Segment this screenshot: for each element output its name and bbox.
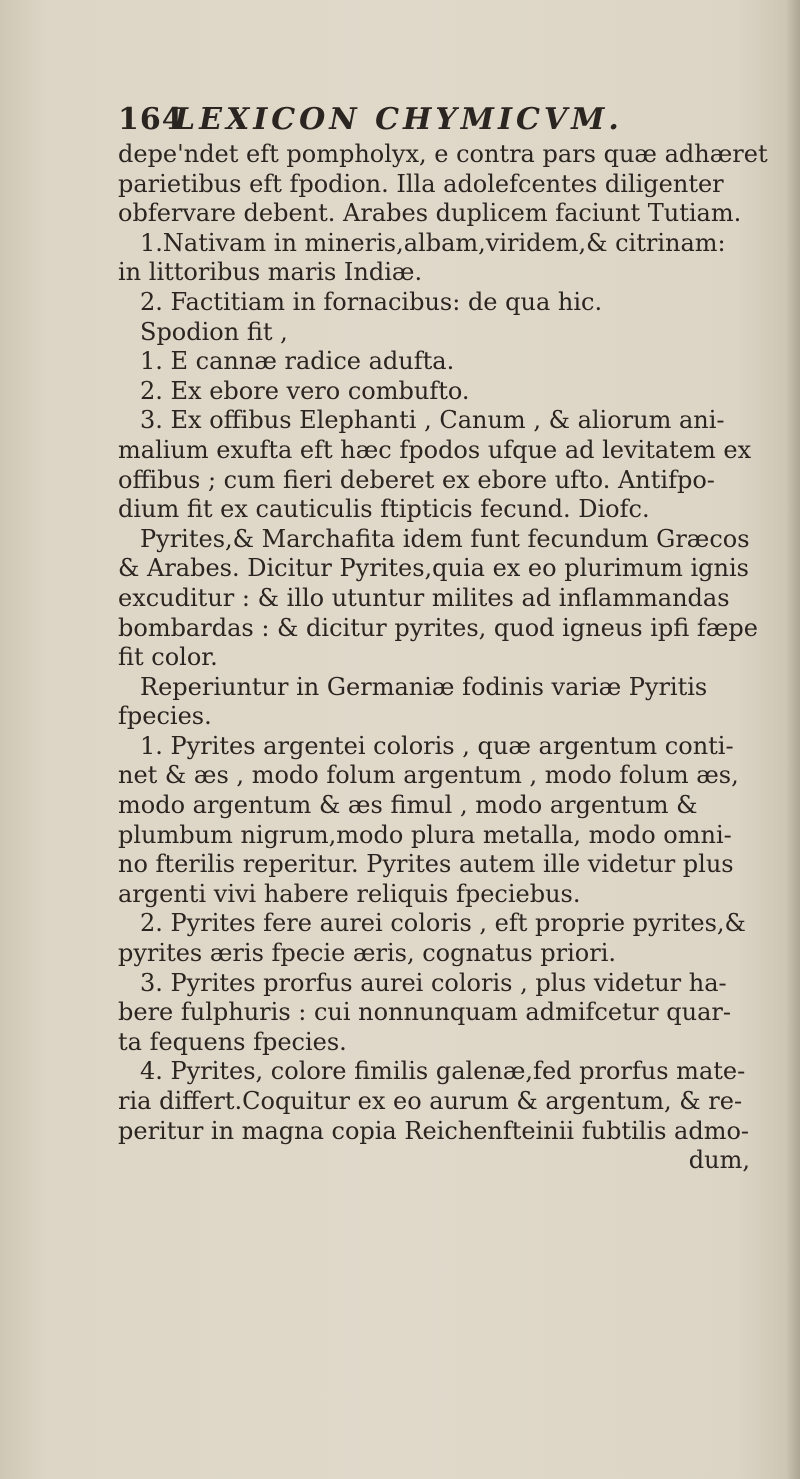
text-line: Pyrites,& Marchafita idem funt fecundum Græcos	[140, 524, 750, 553]
text-line: malium exufta eft hæc fpodos ufque ad levitatem ex	[118, 435, 752, 464]
text-line: 2. Factitiam in fornacibus: de qua hic.	[140, 287, 603, 316]
text-line: in littoribus maris Indiæ.	[118, 258, 423, 287]
page-number: 164	[118, 102, 184, 137]
running-head: LEXICON CHYMICVM.	[174, 102, 623, 137]
text-line: 4. Pyrites, colore fimilis galenæ,fed prorfus mate-	[140, 1057, 746, 1086]
text-line: modo argentum & æs fimul , modo argentum &	[118, 791, 698, 820]
text-line: 1. E cannæ radice adufta.	[140, 347, 455, 376]
text-line: no fterilis reperitur. Pyrites autem ille videtur plus	[118, 850, 734, 879]
text-line: excuditur : & illo utuntur milites ad inflammandas	[118, 583, 730, 612]
text-line: argenti vivi habere reliquis fpeciebus.	[118, 879, 581, 908]
text-line: 3. Pyrites prorfus aurei coloris , plus videtur ha-	[140, 968, 727, 997]
text-line: fpecies.	[118, 702, 212, 731]
text-line: ria differt.Coquitur ex eo aurum & argentum, & re-	[118, 1087, 743, 1115]
page-header	[118, 100, 738, 140]
text-line: depe'ndet eft pompholyx, e contra pars quæ adhæret	[118, 140, 768, 168]
text-line: dum,	[688, 1146, 750, 1175]
text-line: 2. Pyrites fere aurei coloris , eft proprie pyrites,&	[140, 909, 746, 938]
text-line: & Arabes. Dicitur Pyrites,quia ex eo plurimum ignis	[118, 554, 749, 583]
text-line: plumbum nigrum,modo plura metalla, modo omni-	[118, 820, 732, 849]
text-line: Spodion fit ,	[140, 317, 288, 346]
text-line: net & æs , modo folum argentum , modo folum æs,	[118, 761, 739, 790]
text-line: parietibus eft fpodion. Illa adolefcentes diligenter	[118, 169, 724, 198]
text-line: offibus ; cum fieri deberet ex ebore ufto. Antifpo-	[118, 465, 715, 494]
body-text	[118, 140, 768, 1176]
text-line: bombardas : & dicitur pyrites, quod igneus ipfi fæpe	[118, 613, 758, 642]
text-line: pyrites æris fpecie æris, cognatus priori.	[118, 939, 616, 968]
text-line: obfervare debent. Arabes duplicem faciunt Tutiam.	[118, 199, 742, 228]
text-line: 3. Ex offibus Elephanti , Canum , & aliorum ani-	[140, 406, 725, 435]
text-line: ta fequens fpecies.	[118, 1027, 347, 1056]
text-line: 2. Ex ebore vero combufto.	[140, 376, 470, 405]
text-line: bere fulphuris : cui nonnunquam admifcetur quar-	[118, 998, 731, 1027]
text-line: peritur in magna copia Reichenfteinii fubtilis admo-	[118, 1116, 750, 1145]
text-line: Reperiuntur in Germaniæ fodinis variæ Pyritis	[140, 672, 708, 701]
text-line: 1. Pyrites argentei coloris , quæ argentum conti-	[140, 731, 734, 760]
text-line: fit color.	[118, 643, 218, 672]
text-line: dium fit ex cauticulis ftipticis fecund. Diofc.	[118, 495, 650, 524]
page-edge-shadow	[786, 0, 800, 1479]
text-line: 1.Nativam in mineris,albam,viridem,& citrinam:	[140, 228, 726, 257]
